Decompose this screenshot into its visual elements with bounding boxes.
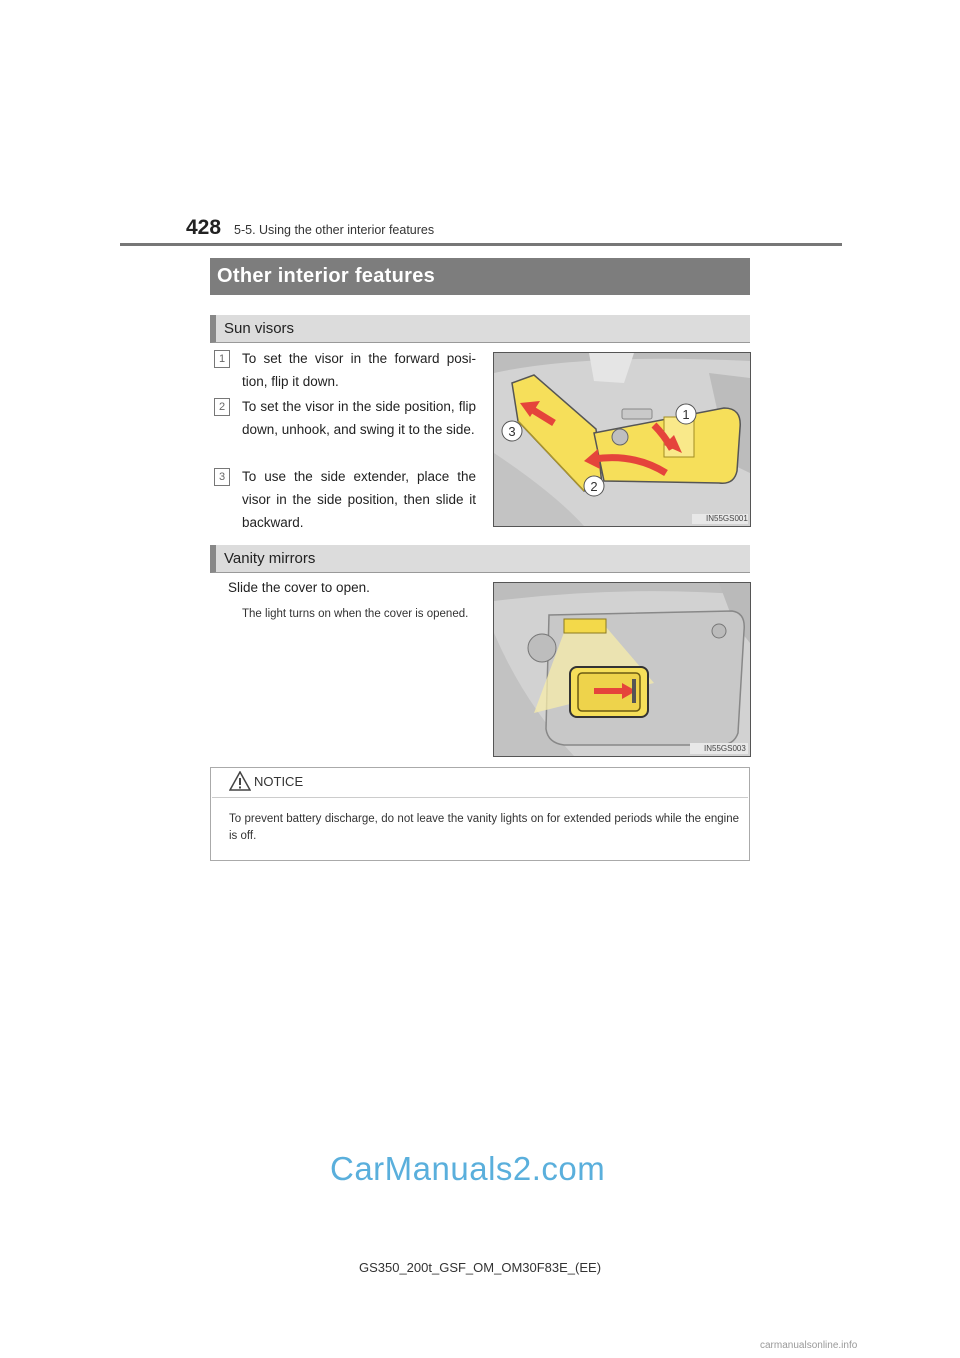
warning-icon (229, 771, 251, 791)
figure-id: IN55GS001 (706, 514, 748, 523)
step-number: 3 (214, 468, 230, 486)
figure-id: IN55GS003 (704, 744, 746, 753)
notice-title: NOTICE (254, 774, 304, 789)
step-text: To set the visor in the side position, flip down, unhook, and swing it to the side. (242, 399, 476, 437)
step-number: 1 (214, 350, 230, 368)
step-3 (214, 465, 476, 534)
document-code: GS350_200t_GSF_OM_OM30F83E_(EE) (358, 1260, 602, 1275)
callout-1: 1 (682, 407, 690, 422)
notice-body: To prevent battery discharge, do not leave the vanity lights on for extended periods while the engine is off. (229, 813, 739, 842)
subsection-vanity-mirrors: Vanity mirrors (210, 545, 750, 573)
callout-2: 2 (590, 479, 598, 494)
step-1 (214, 347, 476, 393)
vanity-mirror-illustration (493, 582, 751, 757)
sun-visor-illustration (493, 352, 751, 527)
step-number: 2 (214, 398, 230, 416)
step-2 (214, 395, 476, 441)
bottom-watermark: carmanualsonline.info (760, 1340, 858, 1351)
chapter-title: 5-5. Using the other interior features (234, 223, 435, 237)
sun-visor-drawing (494, 353, 750, 526)
callout-3: 3 (508, 424, 516, 439)
section-title: Other interior features (210, 258, 750, 295)
step-text: To set the visor in the forward posi- tion, flip it down. (242, 351, 476, 389)
subsection-sun-visors: Sun visors (210, 315, 750, 343)
vanity-note: The light turns on when the cover is opened. (242, 608, 469, 620)
header-rule (120, 243, 842, 246)
watermark-text: CarManuals2.com (330, 1150, 606, 1187)
step-text: To use the side extender, place the visor in the side position, then slide it backward. (242, 469, 476, 530)
page-number: 428 (186, 216, 222, 239)
vanity-instruction: Slide the cover to open. (228, 580, 370, 595)
vanity-mirror-drawing (494, 583, 750, 756)
